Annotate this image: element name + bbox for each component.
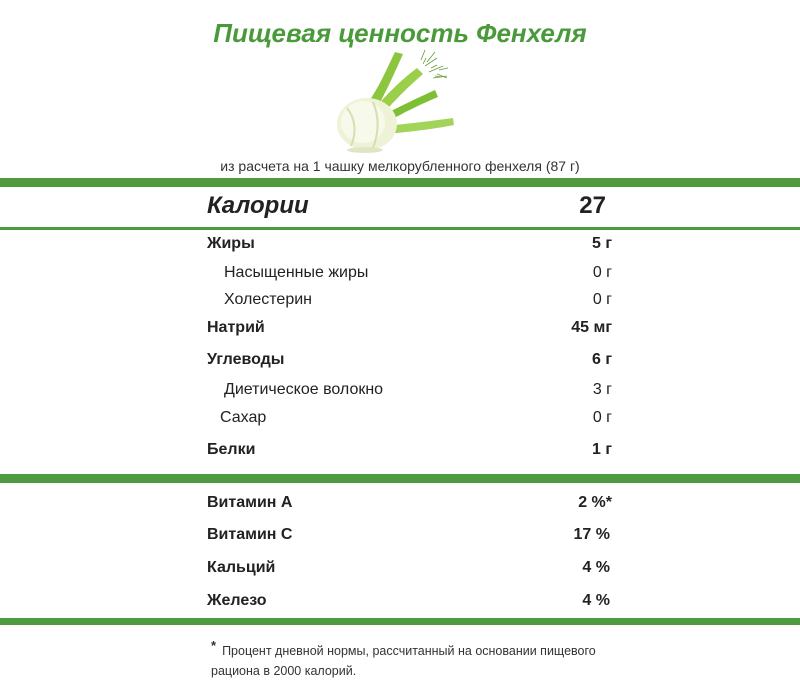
nutrient-label: Диетическое волокно: [224, 381, 384, 398]
nutrient-value: 6 г: [591, 351, 612, 368]
page-title: Пищевая ценность Фенхеля: [213, 18, 587, 48]
vitamin-label: Кальций: [207, 559, 276, 576]
vitamin-row: [0, 592, 800, 620]
nutrient-value: 0 г: [592, 264, 612, 281]
calories-label: Калории: [207, 192, 309, 219]
nutrient-label: Насыщенные жиры: [224, 264, 369, 281]
fennel-image: [325, 46, 475, 154]
nutrient-row: [0, 319, 800, 347]
nutrient-label: Жиры: [207, 235, 255, 252]
calories-value: 27: [579, 192, 606, 219]
footnote-text: Процент дневной нормы, рассчитанный на основании пищевого рациона в 2000 калорий.: [211, 644, 596, 679]
nutrient-value: 0 г: [592, 409, 612, 426]
vitamin-row: [0, 559, 800, 587]
nutrient-row: [0, 264, 800, 292]
vitamin-label: Витамин А: [207, 494, 293, 511]
nutrient-value: 5 г: [591, 235, 612, 252]
vitamin-value: 2 %*: [578, 494, 612, 511]
nutrient-value: 0 г: [592, 291, 612, 308]
nutrient-row: [0, 235, 800, 263]
nutrient-value: 3 г: [592, 381, 612, 398]
vitamin-label: Витамин С: [207, 526, 293, 543]
nutrient-row: [0, 409, 800, 437]
divider-calories: [0, 227, 800, 230]
nutrient-label: Сахар: [220, 409, 267, 426]
divider-bottom: [0, 618, 800, 625]
nutrient-label: Белки: [207, 441, 256, 458]
nutrient-label: Натрий: [207, 319, 265, 336]
vitamin-value: 17 %: [573, 526, 610, 543]
nutrient-row: [0, 291, 800, 319]
vitamin-value: 4 %: [582, 559, 610, 576]
vitamin-value: 4 %: [582, 592, 610, 609]
divider-top: [0, 178, 800, 187]
nutrient-value: 1 г: [591, 441, 612, 458]
divider-middle: [0, 474, 800, 483]
vitamin-row: [0, 526, 800, 554]
vitamin-label: Железо: [207, 592, 267, 609]
footnote: [211, 636, 631, 681]
nutrient-row: [0, 441, 800, 469]
serving-size: из расчета на 1 чашку мелкорубленного фенхеля (87 г): [220, 158, 580, 174]
nutrient-row: [0, 351, 800, 379]
nutrient-row: [0, 381, 800, 409]
nutrient-value: 45 мг: [571, 319, 612, 336]
vitamin-row: [0, 494, 800, 522]
nutrient-label: Холестерин: [224, 291, 312, 308]
nutrient-label: Углеводы: [207, 351, 285, 368]
footnote-marker: *: [211, 638, 217, 653]
